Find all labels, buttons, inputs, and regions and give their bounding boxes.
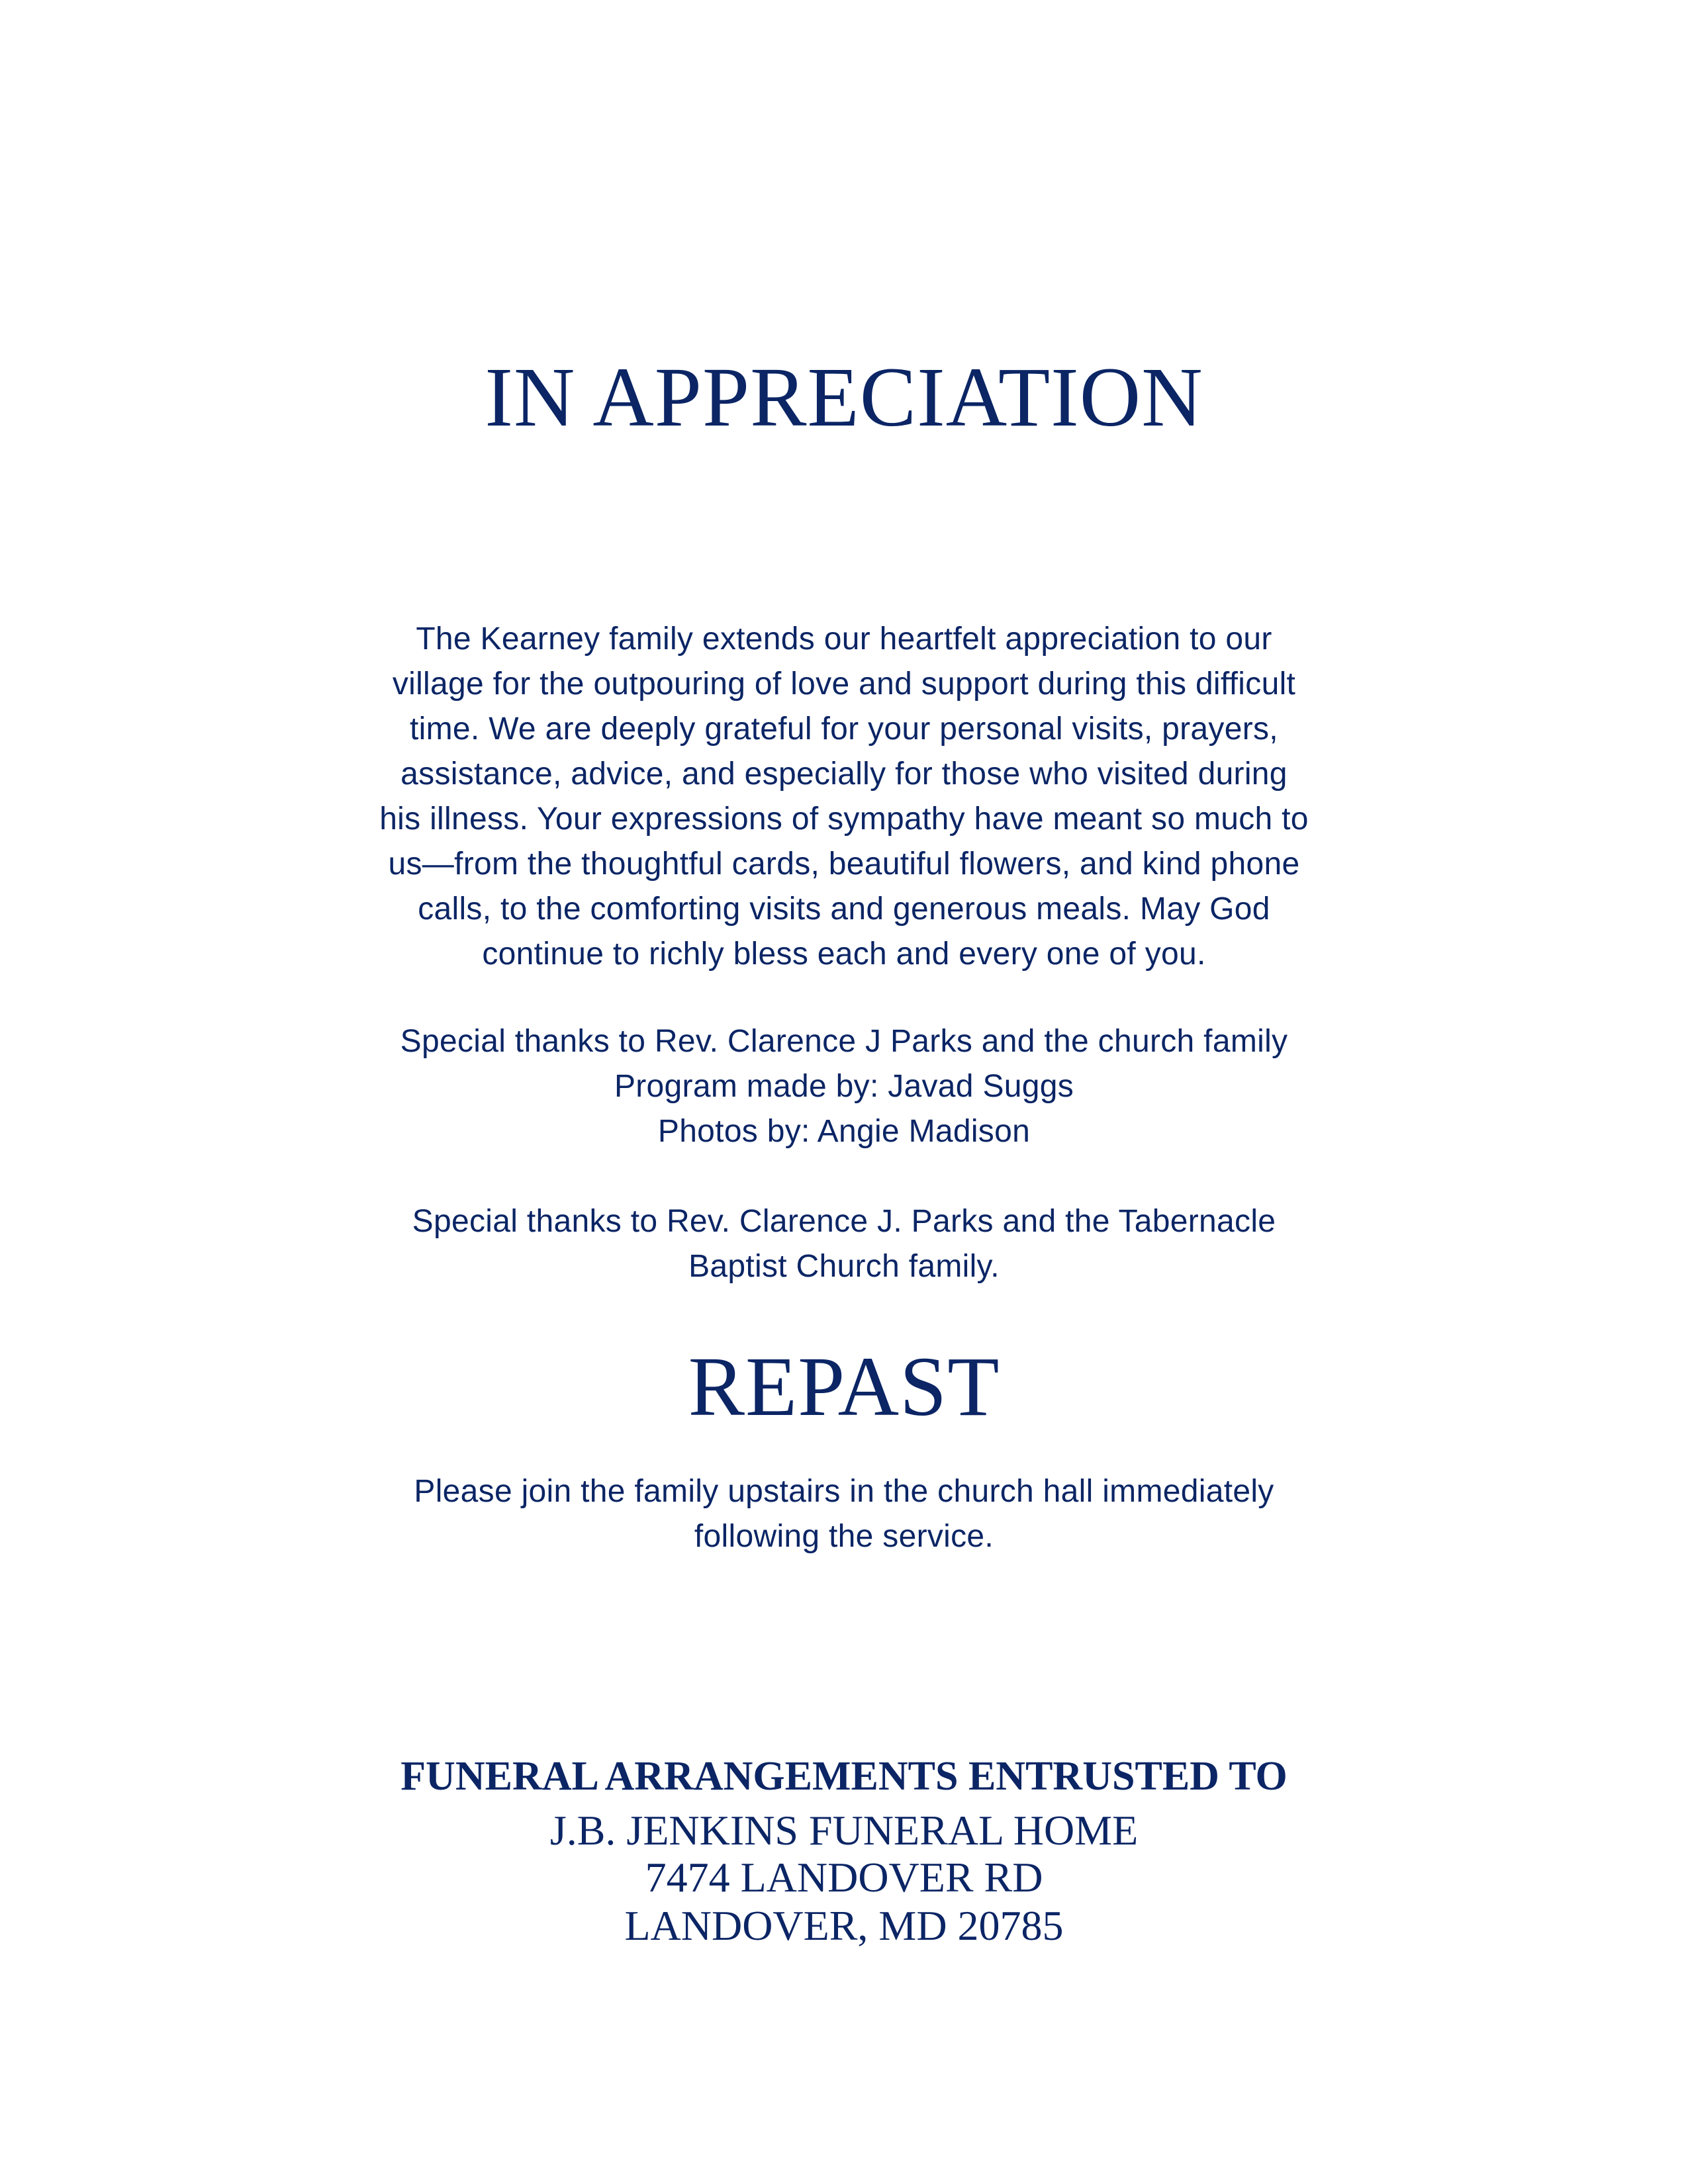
paragraph-line: continue to richly bless each and every one of you. (482, 936, 1206, 972)
funeral-home-street: 7474 LANDOVER RD (645, 1854, 1043, 1901)
credits-block (0, 1019, 1688, 1154)
paragraph-line: us—from the thoughtful cards, beautiful flowers, and kind phone (388, 846, 1300, 882)
special-thanks-block (0, 1199, 1688, 1289)
funeral-home-city: LANDOVER, MD 20785 (624, 1902, 1064, 1949)
paragraph-line: calls, to the comforting visits and generous meals. May God (418, 891, 1270, 927)
program-credit: Program made by: Javad Suggs (614, 1069, 1074, 1104)
appreciation-title: IN APPRECIATION (485, 350, 1203, 444)
paragraph-line: his illness. Your expressions of sympathy have meant so much to (379, 801, 1309, 837)
repast-line: following the service. (694, 1519, 994, 1554)
funeral-arrangements-heading: FUNERAL ARRANGEMENTS ENTRUSTED TO (400, 1754, 1288, 1799)
photo-credit: Photos by: Angie Madison (657, 1114, 1031, 1149)
repast-title: REPAST (688, 1340, 1000, 1433)
repast-line: Please join the family upstairs in the church hall immediately (414, 1474, 1274, 1509)
funeral-home-name: J.B. JENKINS FUNERAL HOME (549, 1807, 1139, 1854)
paragraph-line: village for the outpouring of love and support during this difficult (392, 666, 1296, 702)
special-thanks-line: Special thanks to Rev. Clarence J Parks and the church family (400, 1024, 1288, 1059)
appreciation-paragraph (0, 617, 1688, 977)
special-thanks-line: Baptist Church family. (688, 1249, 1000, 1284)
paragraph-line: The Kearney family extends our heartfelt appreciation to our (416, 621, 1272, 657)
repast-text (0, 1469, 1688, 1559)
paragraph-line: time. We are deeply grateful for your personal visits, prayers, (410, 711, 1278, 747)
special-thanks-line: Special thanks to Rev. Clarence J. Parks and the Tabernacle (412, 1204, 1276, 1239)
paragraph-line: assistance, advice, and especially for those who visited during (400, 756, 1288, 792)
